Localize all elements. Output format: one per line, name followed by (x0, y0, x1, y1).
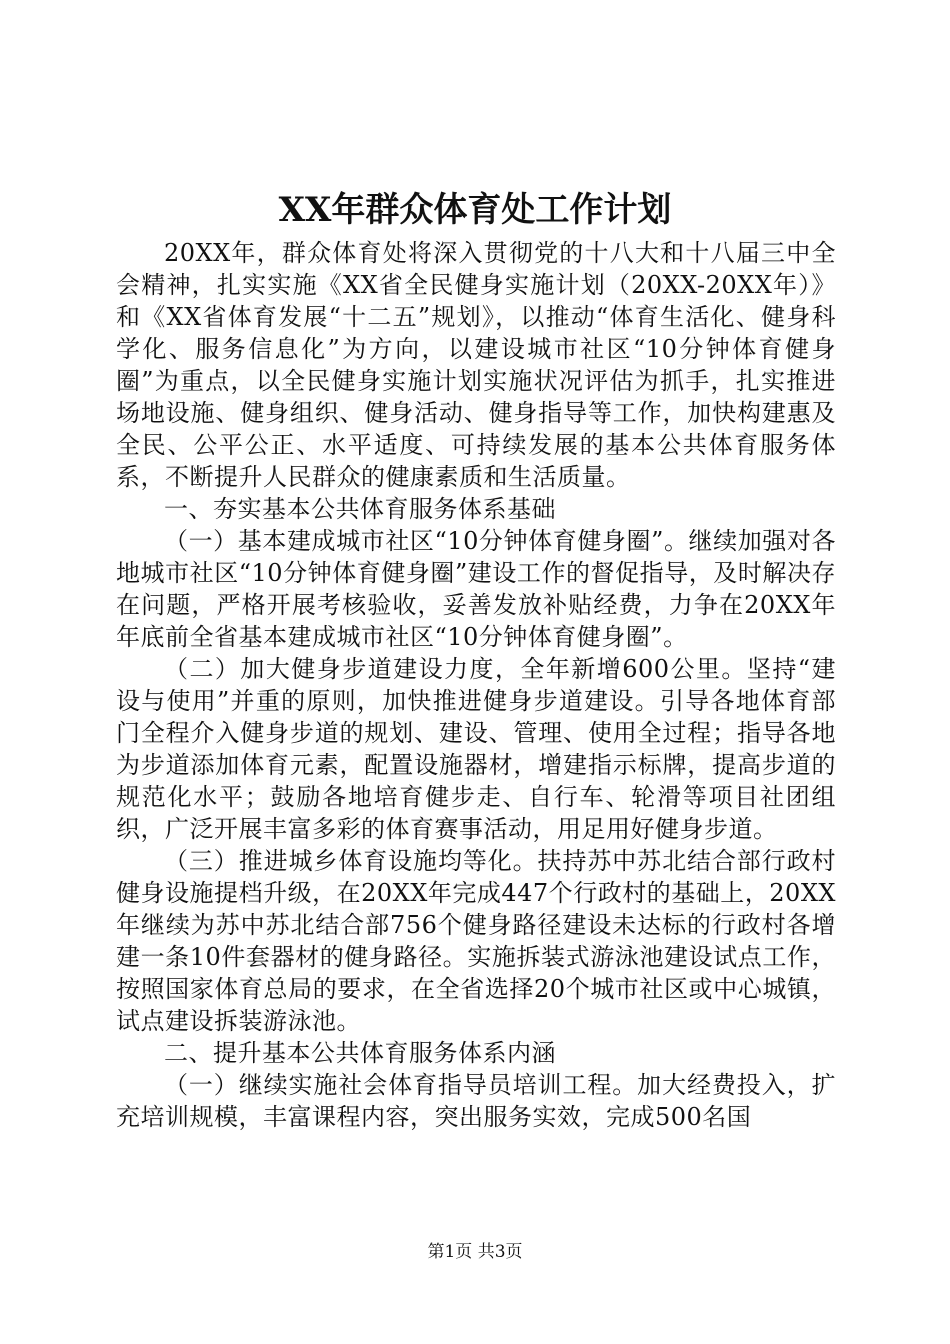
document-body (116, 237, 836, 1133)
section-heading-1: 一、夯实基本公共体育服务体系基础 (164, 495, 556, 523)
page-number: 第1页 共3页 (427, 1242, 523, 1262)
paragraph-intro: 20XX年，群众体育处将深入贯彻党的十八大和十八届三中全会精神，扎实实施《XX省全民健身实施计划（20XX-20XX年）》和《XX省体育发展“十二五”规划》，以推动“体育生活化、健身科学化、服务信息化”为方向，以建设城市社区“10分钟体育健身圈”为重点，以全民健身实施计划实施状况评估为抓手，扎实推进场地设施、健身组织、健身活动、健身指导等工作，加快构建惠及全民、公平公正、水平适度、可持续发展的基本公共体育服务体系，不断提升人民群众的健康素质和生活质量。 (116, 239, 836, 491)
paragraph-1-3: （三）推进城乡体育设施均等化。扶持苏中苏北结合部行政村健身设施提档升级，在20XX年完成447个行政村的基础上，20XX年继续为苏中苏北结合部756个健身路径建设未达标的行政村各增建一条10件套器材的健身路径。实施拆装式游泳池建设试点工作，按照国家体育总局的要求，在全省选择20个城市社区或中心城镇，试点建设拆装游泳池。 (116, 847, 836, 1035)
paragraph-2-1: （一）继续实施社会体育指导员培训工程。加大经费投入，扩充培训规模，丰富课程内容，突出服务实效，完成500名国 (116, 1071, 836, 1131)
document-title: XX年群众体育处工作计划 (278, 190, 672, 230)
paragraph-1-2: （二）加大健身步道建设力度，全年新增600公里。坚持“建设与使用”并重的原则，加快推进健身步道建设。引导各地体育部门全程介入健身步道的规划、建设、管理、使用全过程；指导各地为步道添加体育元素，配置设施器材，增建指示标牌，提高步道的规范化水平；鼓励各地培育健步走、自行车、轮滑等项目社团组织，广泛开展丰富多彩的体育赛事活动，用足用好健身步道。 (116, 655, 836, 843)
section-heading-2: 二、提升基本公共体育服务体系内涵 (164, 1039, 556, 1067)
paragraph-1-1: （一）基本建成城市社区“10分钟体育健身圈”。继续加强对各地城市社区“10分钟体育健身圈”建设工作的督促指导，及时解决存在问题，严格开展考核验收，妥善发放补贴经费，力争在20XX年年底前全省基本建成城市社区“10分钟体育健身圈”。 (116, 527, 836, 651)
